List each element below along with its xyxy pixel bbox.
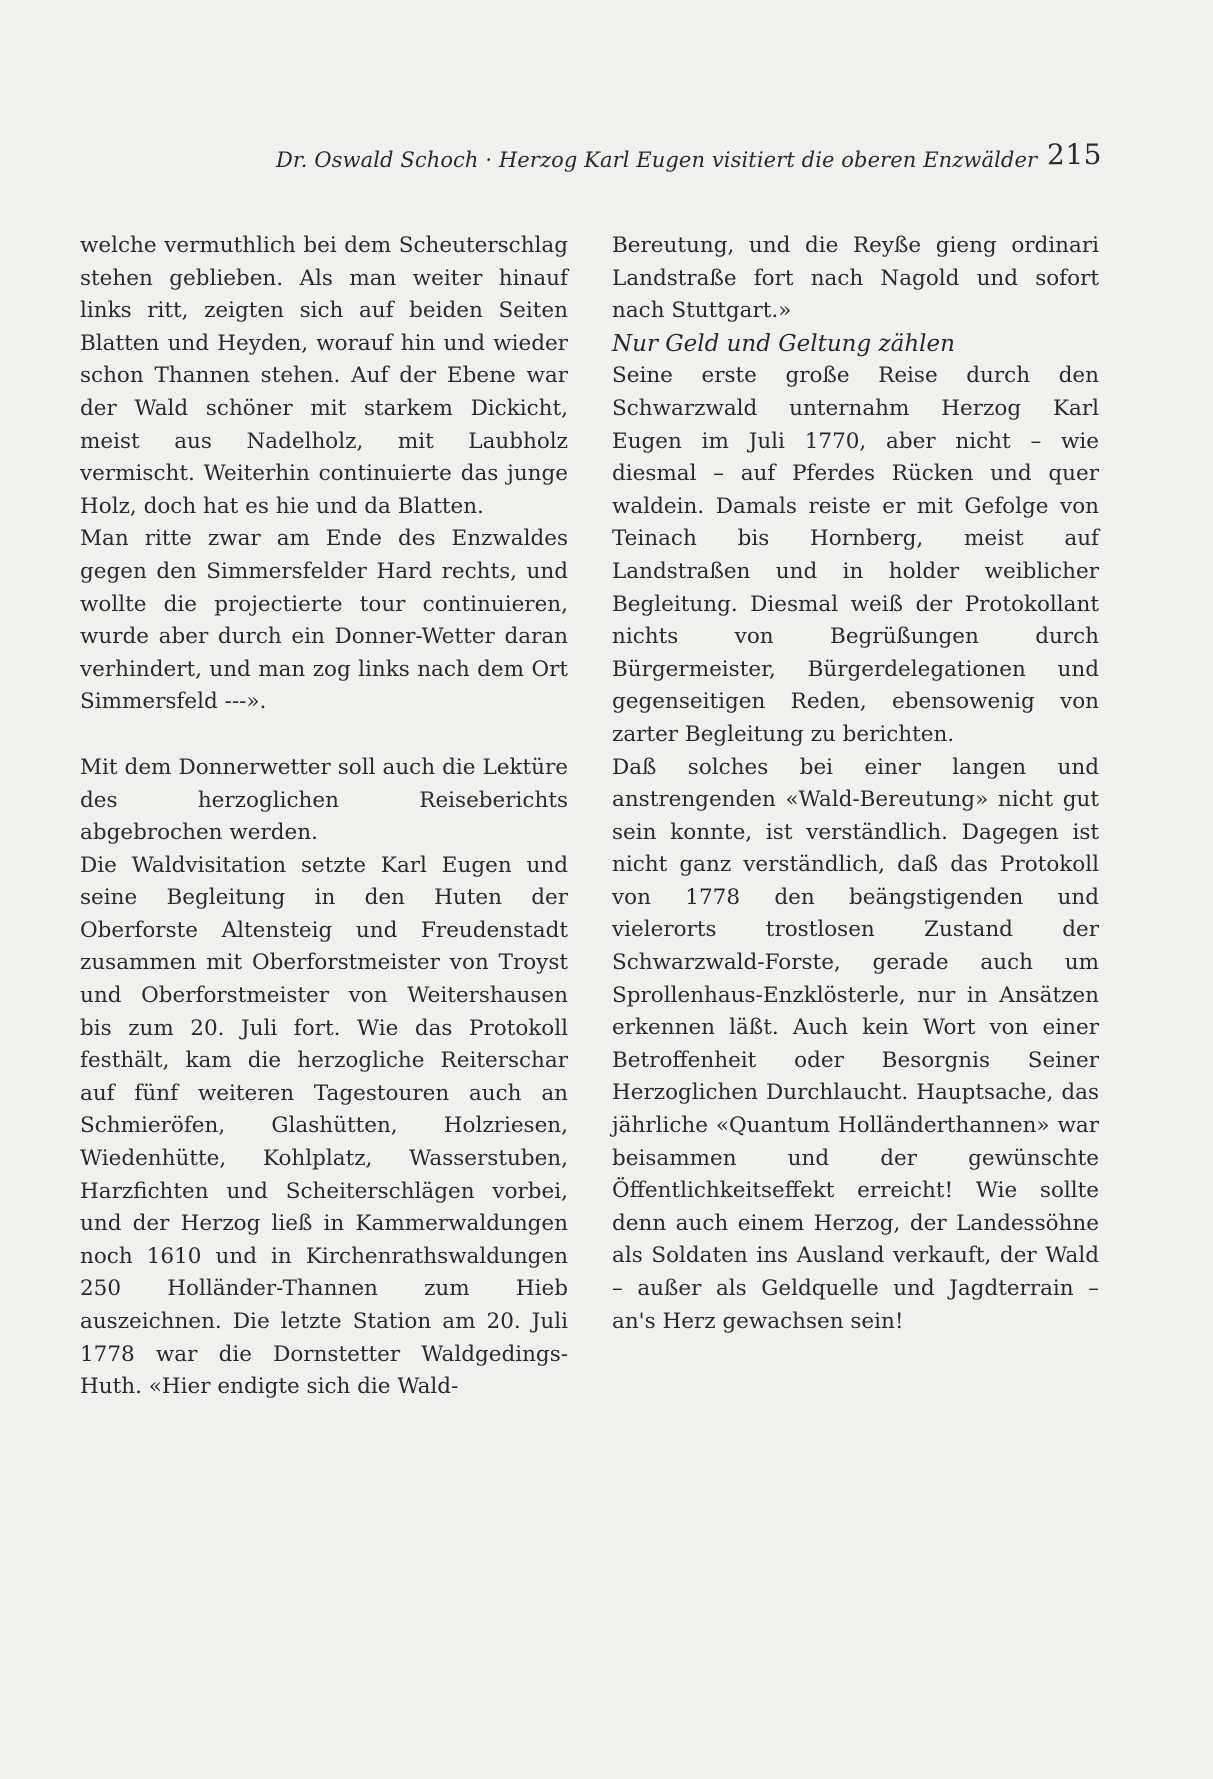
right-column <box>612 230 1099 1338</box>
running-head: Dr. Oswald Schoch · Herzog Karl Eugen visitiert die oberen Enzwälder <box>276 148 1038 172</box>
section-heading: Nur Geld und Geltung zählen <box>612 330 955 357</box>
page-header <box>276 138 1102 178</box>
paragraph-left-4: Die Waldvisitation setzte Karl Eugen und seine Begleitung in den Huten der Oberforste Altensteig und Freudenstadt zusammen mit Oberforstmeister von Troyst und Oberforstmeister von Weitershausen bis zum 20. Juli fort. Wie das Protokoll festhält, kam die herzogliche Reiterschar auf fünf weiteren Tagestouren auch an Schmieröfen, Glashütten, Holzriesen, Wiedenhütte, Kohlplatz, Wasserstuben, Harzfichten und Scheiterschlägen vorbei, und der Herzog ließ in Kammerwaldungen noch 1610 und in Kirchenrathswaldungen 250 Holländer-Thannen zum Hieb auszeichnen. Die letzte Station am 20. Juli 1778 war die Dornstetter Waldgedings- Huth. «Hier endigte sich die Wald- <box>80 852 568 1400</box>
paragraph-left-3: Mit dem Donnerwetter soll auch die Lektüre des herzoglichen Reiseberichts abgebrochen werden. <box>80 754 568 846</box>
paragraph-right-1: Bereutung, und die Reyße gieng ordinari Landstraße fort nach Nagold und sofort nach Stuttgart.» <box>612 233 1099 324</box>
page-number: 215 <box>1047 138 1102 171</box>
paragraph-right-3: Daß solches bei einer langen und anstrengenden «Wald-Bereutung» nicht gut sein konnte, ist verständlich. Dagegen ist nicht ganz verständlich, daß das Protokoll von 1778 den beängstigenden und vielerorts trostlosen Zustand der Schwarzwald-Forste, gerade auch um Sprollenhaus-Enzklösterle, nur in Ansätzen erkennen läßt. Auch kein Wort von einer Betroffenheit oder Besorgnis Seiner Herzoglichen Durchlaucht. Hauptsache, das jährliche «Quantum Holländerthannen» war beisammen und der gewünschte Öffentlichkeitseffekt erreicht! Wie sollte denn auch einem Herzog, der Landessöhne als Soldaten ins Ausland verkauft, der Wald – außer als Geldquelle und Jagdterrain – an's Herz gewachsen sein! <box>612 754 1099 1334</box>
paragraph-right-2: Seine erste große Reise durch den Schwarzwald unternahm Herzog Karl Eugen im Juli 1770, aber nicht – wie diesmal – auf Pferdes Rücken und quer waldein. Damals reiste er mit Gefolge von Teinach bis Hornberg, meist auf Landstraßen und in holder weiblicher Begleitung. Diesmal weiß der Protokollant nichts von Begrüßungen durch Bürgermeister, Bürgerdelegationen und gegenseitigen Reden, ebensowenig von zarter Begleitung zu berichten. <box>612 363 1099 747</box>
left-column <box>80 230 568 1404</box>
paragraph-left-1: welche vermuthlich bei dem Scheuterschlag stehen geblieben. Als man weiter hinauf links ritt, zeigten sich auf beiden Seiten Blatten und Heyden, worauf hin und wieder schon Thannen stehen. Auf der Ebene war der Wald schöner mit starkem Dickicht, meist aus Nadelholz, mit Laubholz vermischt. Weiterhin continuierte das junge Holz, doch hat es hie und da Blatten. <box>80 233 568 519</box>
paragraph-left-2: Man ritte zwar am Ende des Enzwaldes gegen den Simmersfelder Hard rechts, und wollte die projectierte tour continuieren, wurde aber durch ein Donner-Wetter daran verhindert, und man zog links nach dem Ort Simmersfeld ---». <box>80 526 568 715</box>
